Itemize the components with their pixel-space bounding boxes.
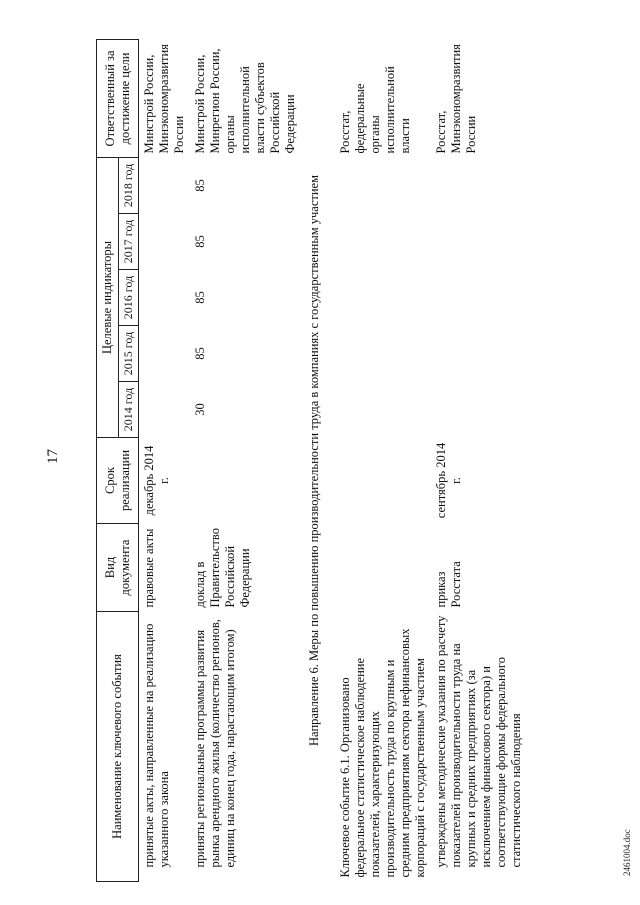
- row-value: 30: [193, 403, 207, 416]
- row-doc-type: доклад в Правительство Российской Федерации: [193, 528, 252, 608]
- row-responsible: Росстат, Минэкономразвития России: [434, 44, 478, 154]
- row-value: [139, 214, 191, 270]
- row-doc-type: приказ Росстата: [434, 561, 463, 608]
- row-value: [431, 382, 527, 438]
- row-deadline: [190, 438, 301, 524]
- header-name: Наименование ключевого события: [97, 612, 139, 882]
- row-responsible: Минстрой России, Минэкономразвития России: [142, 44, 186, 154]
- row-value: [139, 326, 191, 382]
- row-value: 85: [193, 291, 207, 304]
- rotated-table-container: [96, 40, 596, 882]
- table-row: [431, 39, 527, 881]
- row-value: 85: [193, 179, 207, 192]
- key-events-table: [96, 39, 527, 882]
- row-deadline: сентябрь 2014 г.: [434, 442, 463, 519]
- row-value: [431, 326, 527, 382]
- key-event-name: Ключевое событие 6.1. Организовано федеральное статистическое наблюдение показателей, характеризующих производительность труда по крупным и средним предприятиям сектора нефинансовых корпораций с государственным участием: [338, 628, 427, 878]
- header-responsible: Ответственный за достижение цели: [97, 39, 139, 157]
- row-value: [431, 214, 527, 270]
- header-row: [97, 39, 119, 881]
- header-doc-type: Вид документа: [97, 524, 139, 612]
- row-deadline: декабрь 2014 г.: [142, 445, 171, 516]
- page-number: 17: [45, 449, 61, 464]
- row-name: принятые акты, направленные на реализацию указанного закона: [142, 623, 171, 868]
- row-doc-type: правовые акты: [142, 528, 156, 608]
- header-year: 2016 год: [119, 270, 139, 326]
- row-value: [431, 270, 527, 326]
- header-deadline: Срок реализации: [97, 438, 139, 524]
- row-value: 85: [193, 347, 207, 360]
- key-event-responsible: Росстат, федеральные органы исполнительной власти: [338, 66, 412, 154]
- header-year: 2014 год: [119, 382, 139, 438]
- table-row: [139, 39, 191, 881]
- row-value: 85: [193, 235, 207, 248]
- header-indicators: Целевые индикаторы: [97, 157, 119, 437]
- footer-filename: 2461004.doc: [622, 829, 632, 876]
- table-row: [190, 39, 301, 881]
- section-row: [301, 39, 328, 881]
- row-responsible: Минстрой России, Минрегион России, органы исполнительной власти субъектов Российской Федерации: [193, 48, 297, 154]
- section-title: Направление 6. Меры по повышению производительности труда в компаниях с государственным участием: [307, 174, 321, 746]
- header-year: 2018 год: [119, 157, 139, 213]
- row-value: [139, 157, 191, 213]
- key-event-row: [328, 39, 431, 881]
- row-value: [139, 382, 191, 438]
- row-value: [139, 270, 191, 326]
- header-year: 2015 год: [119, 326, 139, 382]
- row-name: приняты региональные программы развития рынка арендного жилья (количество регионов, единиц на конец года, нарастающим итогом): [193, 619, 237, 868]
- row-name: утверждены методические указания по расчету показателей производительности труда на крупных и средних предприятиях (за исключением финансового сектора) и соответствующие формы федерального статистического наблюдения: [434, 615, 523, 868]
- row-value: [431, 157, 527, 213]
- header-year: 2017 год: [119, 214, 139, 270]
